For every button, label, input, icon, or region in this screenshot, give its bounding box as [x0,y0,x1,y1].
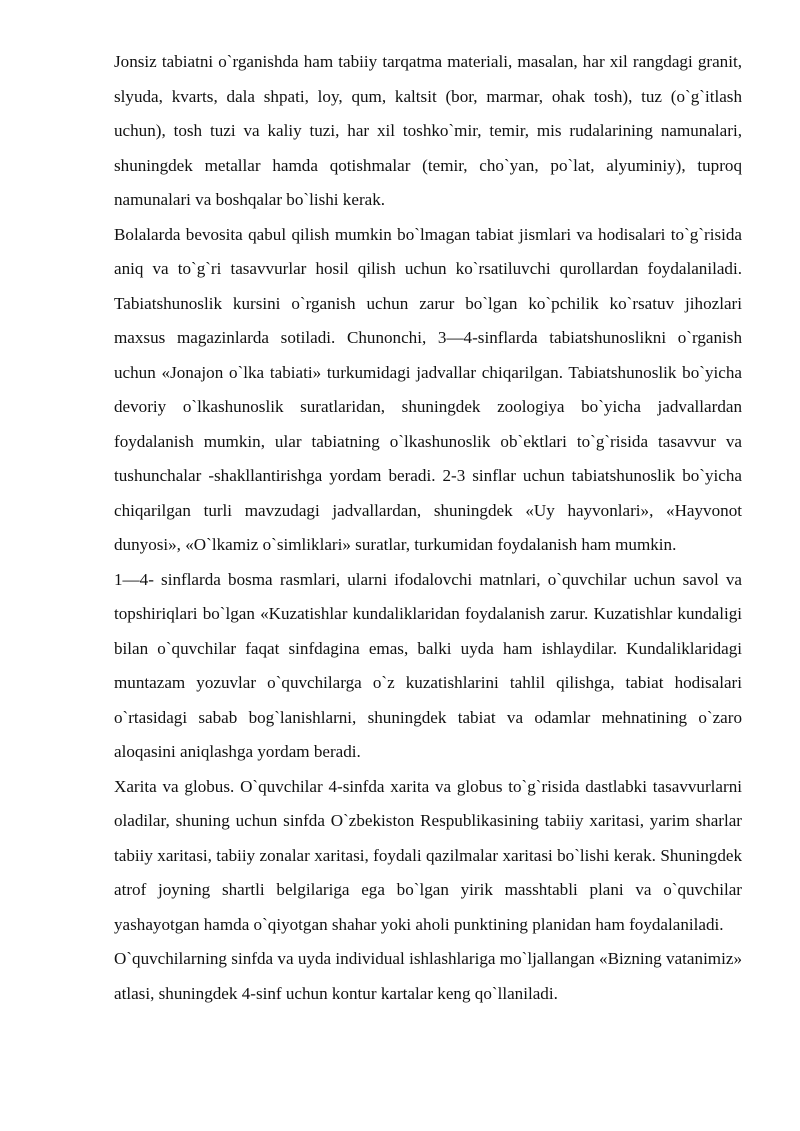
paragraph-map-and-globe: Xarita va globus. O`quvchilar 4-sinfda xarita va globus to`g`risida dastlabki tasavvurlarni oladilar, shuning uchun sinfda O`zbekiston Respublikasining tabiiy xaritasi, yarim sharlar tabiiy xaritasi, tabiiy zonalar xaritasi, foydali qazilmalar xaritasi bo`lishi kerak. Shuningdek atrof joyning shartli belgilariga ega bo`lgan yirik masshtabli plani va o`quvchilar yashayotgan hamda o`qiyotgan shahar yoki aholi punktining planidan ham foydalaniladi. [114,776,742,934]
paragraph-materials: Jonsiz tabiatni o`rganishda ham tabiiy tarqatma materiali, masalan, har xil rangdagi granit, slyuda, kvarts, dala shpati, loy, qum, kaltsit (bor, marmar, ohak tosh), tuz (o`g`itlash uchun), tosh tuzi va kaliy tuzi, har xil toshko`mir, temir, mis rudalarining namunalari, shuningdek metallar hamda qotishmalar (temir, cho`yan, po`lat, alyuminiy), tuproq namunalari va boshqalar bo`lishi kerak. [114,52,742,209]
document-page [114,45,742,1011]
paragraph-visual-aids: Bolalarda bevosita qabul qilish mumkin bo`lmagan tabiat jismlari va hodisalari to`g`risida aniq va to`g`ri tasavvurlar hosil qilish uchun ko`rsatiluvchi qurollardan foydalaniladi. Tabiatshunoslik kursini o`rganish uchun zarur bo`lgan ko`pchilik ko`rsatuv jihozlari maxsus magazinlarda sotiladi. Chunonchi, 3—4-sinflarda tabiatshunoslikni o`rganish uchun «Jonajon o`lka tabiati» turkumidagi jadvallar chiqarilgan. Tabiatshunoslik bo`yicha devoriy o`lkashunoslik suratlaridan, shuningdek zoologiya bo`yicha jadvallardan foydalanish mumkin, ular tabiatning o`lkashunoslik ob`ektlari to`g`risida tasavvur va tushunchalar -shakllantirishga yordam beradi. 2-3 sinflar uchun tabiatshunoslik bo`yicha chiqarilgan turli mavzudagi jadvallardan, shuningdek «Uy hayvonlari», «Hayvonot dunyosi», «O`lkamiz o`simliklari» suratlar, turkumidan foydalanish ham mumkin. [114,224,742,554]
paragraph-observation-diaries: 1—4- sinflarda bosma rasmlari, ularni ifodalovchi matnlari, o`quvchilar uchun savol va topshiriqlari bo`lgan «Kuzatishlar kundaliklaridan foydalanish zarur. Kuzatishlar kundaligi bilan o`quvchilar faqat sinfdagina emas, balki uyda ham ishlaydilar. Kundaliklaridagi muntazam yozuvlar o`quvchilarga o`z kuzatishlarini tahlil qilishga, tabiat hodisalari o`rtasidagi sabab bog`lanishlarni, shuningdek tabiat va odamlar mehnatining o`zaro aloqasini aniqlashga yordam beradi. [114,569,742,761]
paragraph-atlas: O`quvchilarning sinfda va uyda individual ishlashlariga mo`ljallangan «Bizning vatanimiz» atlasi, shuningdek 4-sinf uchun kontur kartalar keng qo`llaniladi. [114,949,742,1003]
